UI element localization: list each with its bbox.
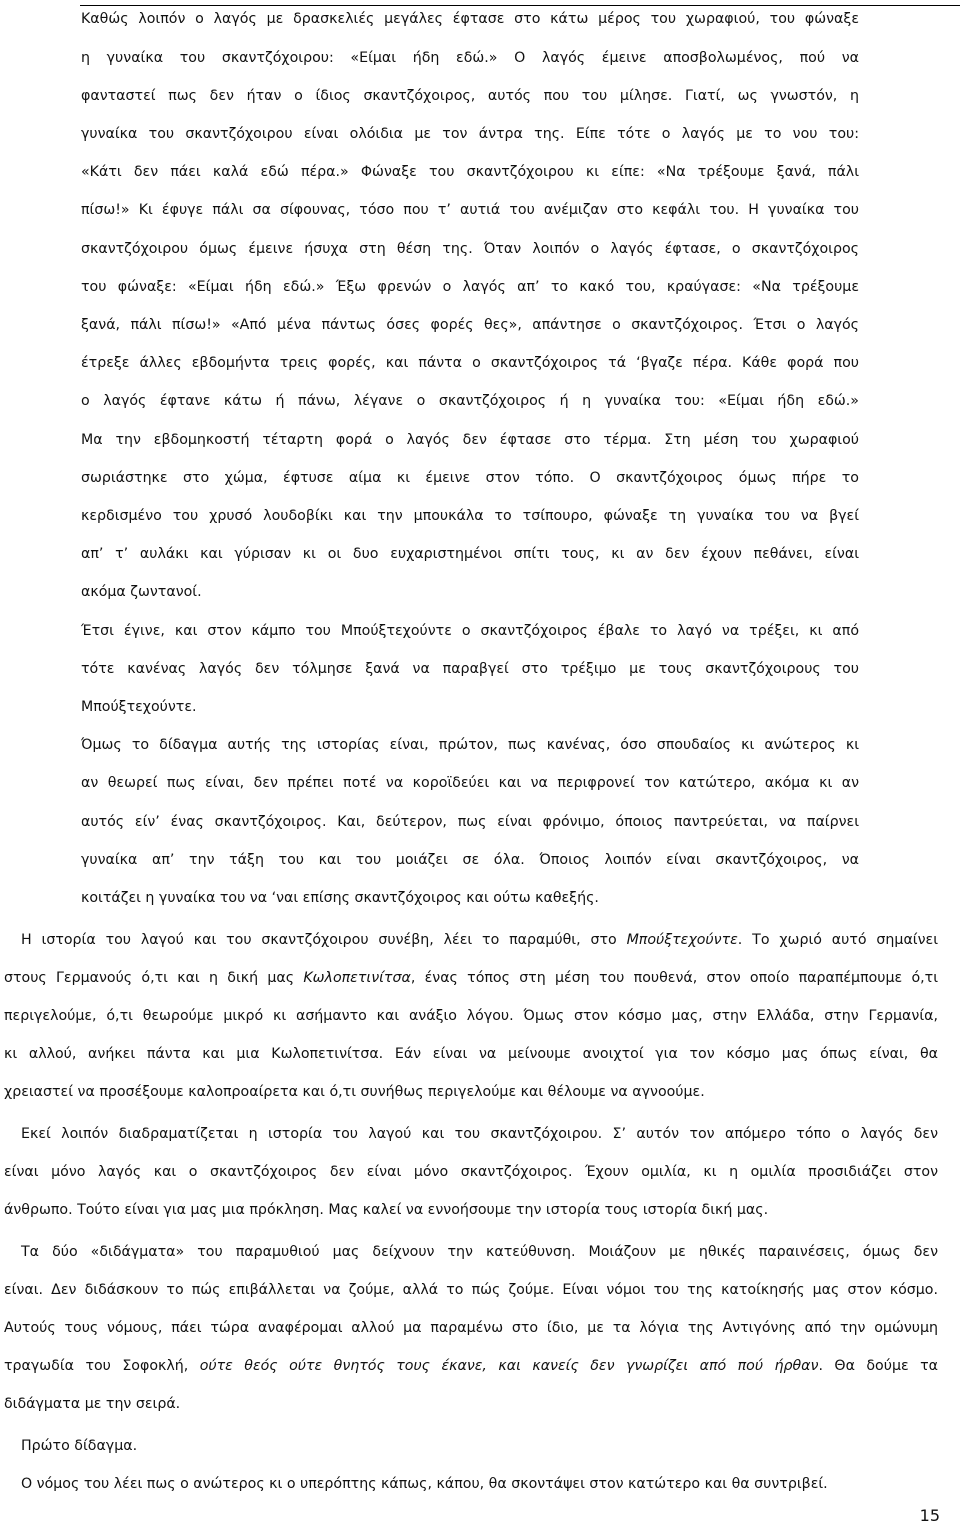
text-line: γυναίκα του σκαντζόχοιρου είναι ολόιδια με τον άντρα της. Είπε τότε ο λαγός με το νου του: — [81, 126, 859, 142]
page-number: 15 — [919, 1506, 940, 1525]
text-line: έτρεξε άλλες εβδομήντα τρεις φορές, και πάντα ο σκαντζόχοιρος τά ‘βγαζε πέρα. Κάθε φορά που — [81, 355, 859, 371]
text-line: ο λαγός έφτανε κάτω ή πάνω, λέγανε ο σκαντζόχοιρος ή η γυναίκα του: «Είμαι ήδη εδώ.» — [81, 393, 859, 409]
text-line: Μπούξτεχούντε. — [81, 699, 197, 715]
text-line: τραγωδία του Σοφοκλή, ούτε θεός ούτε θνητός τους έκανε, και κανείς δεν γνωρίζει από πού ήρθαν. Θα δούμε τα — [4, 1358, 938, 1374]
text-line: Πρώτο δίδαγμα. — [21, 1438, 138, 1454]
text-line: φανταστεί πως δεν ήταν ο ίδιος σκαντζόχοιρος, αυτός που του μίλησε. Γιατί, ως γνωστόν, η — [81, 88, 859, 104]
text-line: πίσω!» Κι έφυγε πάλι σα σίφουνας, τόσο που τ’ αυτιά του ανέμιζαν στο κεφάλι του. Η γυναίκα του — [81, 202, 859, 218]
text-line: Καθώς λοιπόν ο λαγός με δρασκελιές μεγάλες έφτασε στο κάτω μέρος του χωραφιού, του φώναξε — [81, 11, 859, 27]
text-line: κοιτάζει η γυναίκα του να ‘ναι επίσης σκαντζόχοιρος και ούτω καθεξής. — [81, 890, 599, 906]
text-line: είναι μόνο λαγός και ο σκαντζόχοιρος δεν είναι μόνο σκαντζόχοιρος. Έχουν ομιλία, κι η ομιλία προσιδιάζει στον — [4, 1164, 938, 1180]
text-line: Εκεί λοιπόν διαδραματίζεται η ιστορία του λαγού και του σκαντζόχοιρου. Σ’ αυτόν τον απόμερο τόπο ο λαγός δεν — [21, 1126, 938, 1142]
text-line: ξανά, πάλι πίσω!» «Από μένα πάντως όσες φορές θες», απάντησε ο σκαντζόχοιρος. Έτσι ο λαγός — [81, 317, 859, 333]
text-line: ακόμα ζωντανοί. — [81, 584, 202, 600]
text-line: «Κάτι δεν πάει καλά εδώ πέρα.» Φώναξε του σκαντζόχοιρου κι είπε: «Να τρέξουμε ξανά, πάλι — [81, 164, 859, 180]
text-line: απ’ τ’ αυλάκι και γύρισαν κι οι δυο ευχαριστημένοι σπίτι τους, κι αν δεν έχουν πεθάνει, είναι — [81, 546, 859, 562]
top-rule — [80, 5, 960, 6]
text-line: άνθρωπο. Τούτο είναι για μας μια πρόκληση. Μας καλεί να εννοήσουμε την ιστορία τους ιστορία δική μας. — [4, 1202, 769, 1218]
text-line: του φώναξε: «Είμαι ήδη εδώ.» Έξω φρενών ο λαγός απ’ το κακό του, κραύγασε: «Να τρέξουμε — [81, 279, 859, 295]
text-line: σκαντζόχοιρου όμως έμεινε ήσυχα στη θέση της. Όταν λοιπόν ο λαγός έφτασε, ο σκαντζόχοιρος — [81, 241, 859, 257]
text-line: Έτσι έγινε, και στον κάμπο του Μπούξτεχούντε ο σκαντζόχοιρος έβαλε το λαγό να τρέξει, κι από — [81, 623, 859, 639]
text-line: Ο νόμος του λέει πως ο ανώτερος κι ο υπερόπτης κάπως, κάπου, θα σκοντάψει στον κατώτερο και θα συντριβεί. — [21, 1476, 828, 1492]
text-line: αν θεωρεί πως είναι, δεν πρέπει ποτέ να κοροϊδεύει και να περιφρονεί τον κατώτερο, ακόμα κι αν — [81, 775, 859, 791]
text-line: σωριάστηκε στο χώμα, έφτυσε αίμα κι έμεινε στον τόπο. Ο σκαντζόχοιρος όμως πήρε το — [81, 470, 859, 486]
text-line: κι αλλού, ανήκει πάντα και μια Κωλοπετινίτσα. Εάν είναι να μείνουμε ανοιχτοί για τον κόσμο μας όπως είναι, θα — [4, 1046, 938, 1062]
text-line: κερδισμένο του χρυσό λουδοβίκι και την μπουκάλα το τσίπουρο, φώναξε τη γυναίκα του να βγεί — [81, 508, 859, 524]
text-line: διδάγματα με την σειρά. — [4, 1396, 181, 1412]
text-line: Τα δύο «διδάγματα» του παραμυθιού μας δείχνουν την κατεύθυνση. Μοιάζουν με ηθικές παραινέσεις, όμως δεν — [21, 1244, 938, 1260]
text-line: αυτός είν’ ένας σκαντζόχοιρος. Και, δεύτερον, πως είναι φρόνιμο, όποιος παντρεύεται, να παίρνει — [81, 814, 859, 830]
text-line: στους Γερμανούς ό,τι και η δική μας Κωλοπετινίτσα, ένας τόπος στη μέση του πουθενά, στον οποίο παραπέμπουμε ό,τι — [4, 970, 938, 986]
text-line: είναι. Δεν διδάσκουν το πώς επιβάλλεται να ζούμε, αλλά το πώς ζούμε. Είναι νόμοι του της κατοίκησής μας στον κόσμο. — [4, 1282, 938, 1298]
text-line: τότε κανένας λαγός δεν τόλμησε ξανά να παραβγεί στο τρέξιμο με τους σκαντζόχοιρους του — [81, 661, 859, 677]
text-line: περιγελούμε, ό,τι θεωρούμε μικρό κι ασήμαντο και ανάξιο λόγου. Όμως στον κόσμο μας, στην Ελλάδα, στην Γερμανία, — [4, 1008, 938, 1024]
text-line: Μα την εβδομηκοστή τέταρτη φορά ο λαγός δεν έφτασε στο τέρμα. Στη μέση του χωραφιού — [81, 432, 859, 448]
text-line: γυναίκα απ’ την τάξη του και του μοιάζει σε όλα. Όποιος λοιπόν είναι σκαντζόχοιρος, να — [81, 852, 859, 868]
text-line: χρειαστεί να προσέξουμε καλοπροαίρετα και ό,τι συνήθως περιγελούμε και θέλουμε να αγνοούμε. — [4, 1084, 705, 1100]
text-line: Αυτούς τους νόμους, πάει τώρα αναφέρομαι αλλού μα παραμένω στο ίδιο, με τα λόγια της Αντιγόνης από την ομώνυμη — [4, 1320, 938, 1336]
text-line: Όμως το δίδαγμα αυτής της ιστορίας είναι, πρώτον, πως κανένας, όσο σπουδαίος κι ανώτερος κι — [81, 737, 859, 753]
text-line: Η ιστορία του λαγού και του σκαντζόχοιρου συνέβη, λέει το παραμύθι, στο Μπούξτεχούντε. Το χωριό αυτό σημαίνει — [21, 932, 938, 948]
text-line: η γυναίκα του σκαντζόχοιρου: «Είμαι ήδη εδώ.» Ο λαγός έμεινε αποσβολωμένος, πού να — [81, 50, 859, 66]
